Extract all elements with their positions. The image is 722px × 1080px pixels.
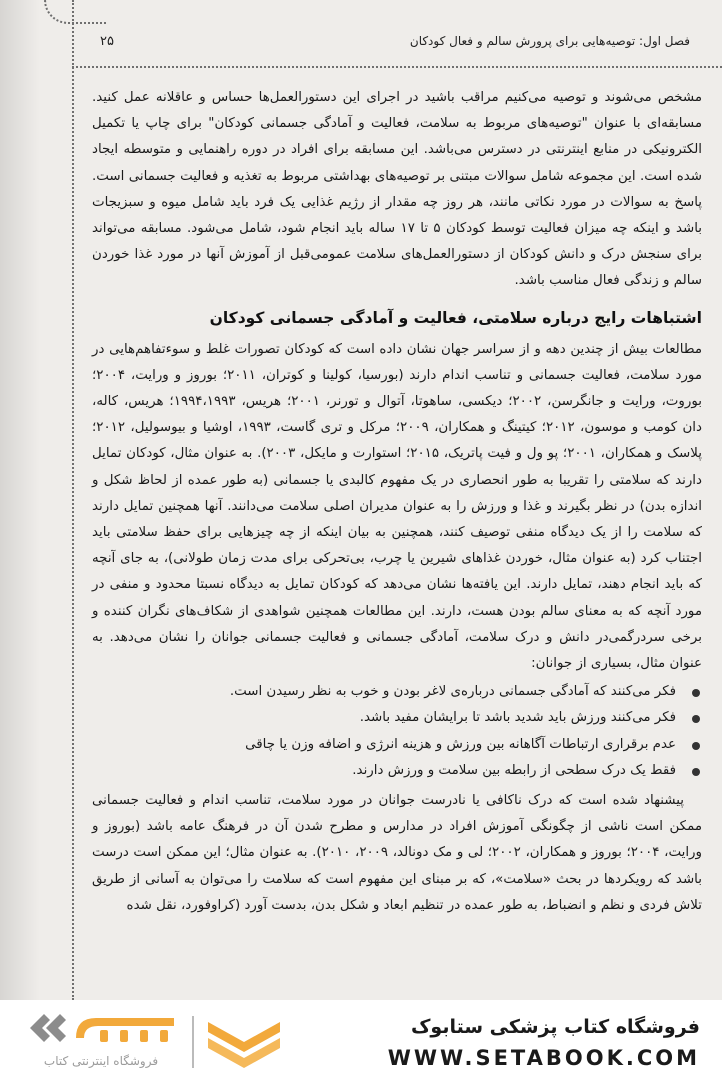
chapter-title: فصل اول: توصیه‌هایی برای پرورش سالم و فعال کودکان — [409, 34, 690, 48]
list-item: فکر می‌کنند که آمادگی جسمانی درباره‌ی لاغر بودن و خوب به نظر رسیدن است. — [92, 679, 676, 705]
logo-divider — [192, 1016, 194, 1068]
chevron-stack-icon — [204, 1016, 284, 1072]
store-name: فروشگاه کتاب پزشکی ستابوک — [410, 1016, 700, 1038]
page-content — [92, 85, 702, 919]
closing-paragraph: پیشنهاد شده است که درک ناکافی یا نادرست جوانان در مورد سلامت، تناسب اندام و فعالیت جسمانی ممکن است ناشی از چگونگی آموزش افراد در مدارس و مطرح شدن آن در فرهنگ عامه باشد (بوروز و ورایت، ۲۰۰۴؛ بوروز و همکاران، ۲۰۰۲؛ لی و مک دونالد، ۲۰۰۹، ۲۰۱۰). به عنوان مثال؛ این ممکن است درست باشد که رویکردها در بحث «سلامت»، که بر مبنای این مفهوم است که سلامت را می‌توان به آسانی از طریق تلاش فردی و نظم و انضباط، به طور عمده در تنظیم ابعاد و شکل بدن، بدست آورد (کراوفورد، نقل شده — [92, 793, 702, 913]
store-banner — [0, 1000, 722, 1080]
page-number: ۲۵ — [100, 34, 114, 49]
page-gutter-shadow — [0, 0, 40, 1000]
section-paragraph: مطالعات بیش از چندین دهه و از سراسر جهان نشان داده است که کودکان تصورات غلط و سوءتفاهم‌هایی در مورد سلامت، فعالیت جسمانی و تناسب اندام دارند (بورسیا، کولینا و کوتران، ۲۰۱۱؛ بوروز و ورایت، ۲۰۰۴؛ بوروت، ورایت و جانگرسن، ۲۰۰۲؛ دیکسی، ساهوتا، آتوال و تورنر، ۲۰۰۱؛ هریس، ۱۹۹۴،۱۹۹۳؛ هریس، کاله، دان کومب و موسون، ۲۰۱۲؛ کیتینگ و همکاران، ۲۰۰۹؛ مرکل و تری گاست، ۱۹۹۳، اوشیا و بیوسولیل، ۲۰۱۲؛ پلاسک و همکاران، ۲۰۰۱؛ پو ول و فیت پاتریک، ۲۰۱۵؛ استوارت و مایکل، ۲۰۰۳). به عنوان مثال، کودکان تمایل دارند که سلامتی را تقریبا به طور انحصاری در یک مفهوم کالبدی یا جسمانی (به طور عمده از لحاظ شکل و اندازه بدن) در نظر بگیرند و غذا و ورزش را به عنوان مدیران اصلی سلامت می‌دانند. آنها همچنین تمایل دارند که سلامت را از یک دیدگاه منفی توصیف کنند، همچنین به بیان اینکه از چه چیزهایی برای حفظ سلامتی باید اجتناب کرد (به عنوان مثال، خوردن غذاهای شیرین یا چرب، بی‌تحرکی برای مدت زمان طولانی)، به جای آنچه که باید انجام دهند، تمایل دارند. این یافته‌ها نشان می‌دهد که کودکان تمایل به دیدگاه نسبتا محدود و منفی در مورد آنچه که به معنای سالم بودن هست، دارند. این مطالعات همچنین شواهدی از شکاف‌های نگران کننده و برخی سردرگمی‌در دانش و درک سلامت، آمادگی جسمانی و فعالیت جسمانی جوانان را نشان می‌دهد. به عنوان مثال، بسیاری از جوانان: — [92, 341, 702, 672]
running-header — [100, 34, 690, 48]
decorative-frame-corner — [44, 0, 106, 24]
logo-subtitle: فروشگاه اینترنتی کتاب — [43, 1054, 159, 1068]
section-heading: اشتباهات رایج درباره سلامتی، فعالیت و آمادگی جسمانی کودکان — [209, 308, 702, 327]
list-item: فکر می‌کنند ورزش باید شدید باشد تا برایشان مفید باشد. — [92, 705, 676, 731]
list-item: عدم برقراری ارتباطات آگاهانه بین ورزش و هزینه انرژی و اضافه وزن یا چاقی — [92, 732, 676, 758]
store-logo — [24, 1004, 184, 1052]
list-item: فقط یک درک سطحی از رابطه بین سلامت و ورزش دارند. — [92, 758, 676, 784]
intro-paragraph: مشخص می‌شوند و توصیه می‌کنیم مراقب باشید در اجرای این دستورالعمل‌ها حساس و عاقلانه عمل کنید. مسابقه‌ای با عنوان "توصیه‌های مربوط به سلامت، فعالیت و آمادگی جسمانی کودکان" برای چاپ یا تکمیل الکترونیکی در منابع اینترنتی در دسترس می‌باشد. این مسابقه برای افراد در دوره راهنمایی و متوسطه ایجاد شده است. این مجموعه شامل سوالات مبتنی بر توصیه‌های بهداشتی مربوط به تغذیه و فعالیت جسمانی است. پاسخ به سوالات در مورد نکاتی مانند، هر روز چه مقدار از رژیم غذایی یک فرد باید شامل میوه و سبزیجات باشد و اینکه چه میزان فعالیت توسط کودکان ۵ تا ۱۷ ساله باید انجام شود، شامل می‌شود. مسابقه می‌تواند برای سنجش درک و دانش کودکان از دستورالعمل‌های سلامت عمومی‌قبل از آموزش آنها در مورد غذا خوردن سالم و زندگی فعال مناسب باشد. — [92, 90, 702, 289]
bullet-list — [92, 679, 702, 784]
decorative-frame-vertical — [72, 0, 74, 1000]
store-url[interactable]: WWW.SETABOOK.COM — [387, 1046, 700, 1070]
decorative-frame-horizontal — [72, 66, 722, 68]
